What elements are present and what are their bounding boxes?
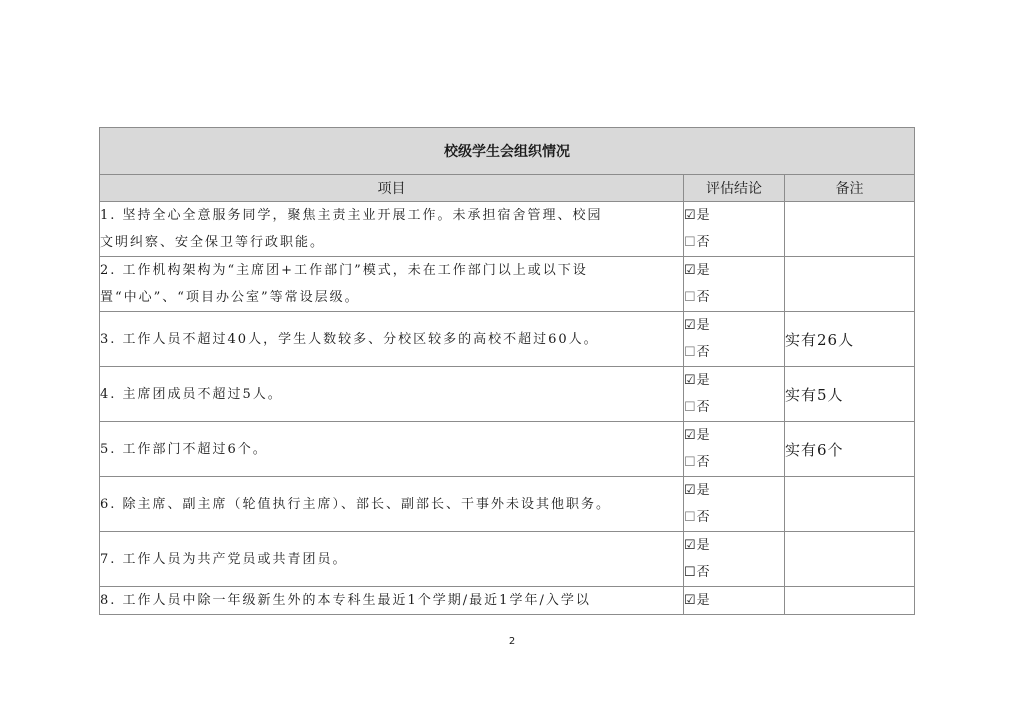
- conclusion-cell: [684, 532, 785, 587]
- conclusion-cell: [684, 202, 785, 257]
- conclusion-cell: [684, 477, 785, 532]
- option-yes[interactable]: ☑是: [684, 263, 710, 278]
- option-no[interactable]: ☐否: [684, 345, 710, 360]
- checked-box-icon[interactable]: ☑: [684, 208, 696, 223]
- option-yes[interactable]: ☑是: [684, 373, 710, 388]
- header-note: 备注: [785, 175, 915, 202]
- item-text: 4. 主席团成员不超过5人。: [100, 367, 684, 422]
- unchecked-box-icon[interactable]: ☐: [684, 400, 696, 415]
- unchecked-box-icon[interactable]: ☐: [684, 565, 696, 580]
- header-item: 项目: [100, 175, 684, 202]
- unchecked-box-icon[interactable]: ☐: [684, 345, 696, 360]
- item-text: 7. 工作人员为共产党员或共青团员。: [100, 532, 684, 587]
- unchecked-box-icon[interactable]: ☐: [684, 235, 696, 250]
- option-no[interactable]: ☐否: [684, 510, 710, 525]
- option-no[interactable]: ☐否: [684, 400, 710, 415]
- page-number: 2: [508, 636, 516, 647]
- table-row: [100, 312, 915, 367]
- option-yes[interactable]: ☑是: [684, 428, 710, 443]
- unchecked-box-icon[interactable]: ☐: [684, 510, 696, 525]
- item-text: 3. 工作人员不超过40人，学生人数较多、分校区较多的高校不超过60人。: [100, 312, 684, 367]
- checked-box-icon[interactable]: ☑: [684, 318, 696, 333]
- note-cell: [785, 477, 915, 532]
- header-conclusion: 评估结论: [684, 175, 785, 202]
- option-no[interactable]: ☐否: [684, 455, 710, 470]
- option-no[interactable]: ☐否: [684, 235, 710, 250]
- conclusion-cell: [684, 422, 785, 477]
- unchecked-box-icon[interactable]: ☐: [684, 290, 696, 305]
- checked-box-icon[interactable]: ☑: [684, 373, 696, 388]
- note-cell: [785, 202, 915, 257]
- note-cell: [785, 532, 915, 587]
- table-row: [100, 202, 915, 257]
- note-cell: 实有6个: [785, 422, 915, 477]
- conclusion-cell: [684, 367, 785, 422]
- item-text: 8. 工作人员中除一年级新生外的本专科生最近1个学期/最近1学年/入学以: [100, 587, 684, 615]
- note-cell: 实有5人: [785, 367, 915, 422]
- table-row: [100, 422, 915, 477]
- evaluation-table: [99, 127, 915, 615]
- table-row: [100, 367, 915, 422]
- item-text: 1. 坚持全心全意服务同学，聚焦主责主业开展工作。未承担宿舍管理、校园 文明纠察、安全保卫等行政职能。: [100, 202, 684, 257]
- table-row: [100, 257, 915, 312]
- checked-box-icon[interactable]: ☑: [684, 483, 696, 498]
- checked-box-icon[interactable]: ☑: [684, 593, 696, 608]
- checked-box-icon[interactable]: ☑: [684, 428, 696, 443]
- unchecked-box-icon[interactable]: ☐: [684, 455, 696, 470]
- option-yes[interactable]: ☑是: [684, 483, 710, 498]
- option-no[interactable]: ☐否: [684, 565, 710, 580]
- conclusion-cell: [684, 312, 785, 367]
- table-title: 校级学生会组织情况: [100, 128, 915, 175]
- item-text: 6. 除主席、副主席（轮值执行主席）、部长、副部长、干事外未设其他职务。: [100, 477, 684, 532]
- option-yes[interactable]: ☑是: [684, 538, 710, 553]
- note-cell: [785, 587, 915, 615]
- conclusion-cell: [684, 587, 785, 615]
- item-text: 2. 工作机构架构为“主席团+工作部门”模式，未在工作部门以上或以下设 置“中心”、“项目办公室”等常设层级。: [100, 257, 684, 312]
- option-no[interactable]: ☐否: [684, 290, 710, 305]
- option-yes[interactable]: ☑是: [684, 208, 710, 223]
- table-row: [100, 587, 915, 615]
- item-text: 5. 工作部门不超过6个。: [100, 422, 684, 477]
- table-row: [100, 477, 915, 532]
- option-yes[interactable]: ☑是: [684, 593, 710, 608]
- table-row: [100, 532, 915, 587]
- conclusion-cell: [684, 257, 785, 312]
- note-cell: [785, 257, 915, 312]
- option-yes[interactable]: ☑是: [684, 318, 710, 333]
- checked-box-icon[interactable]: ☑: [684, 538, 696, 553]
- note-cell: 实有26人: [785, 312, 915, 367]
- checked-box-icon[interactable]: ☑: [684, 263, 696, 278]
